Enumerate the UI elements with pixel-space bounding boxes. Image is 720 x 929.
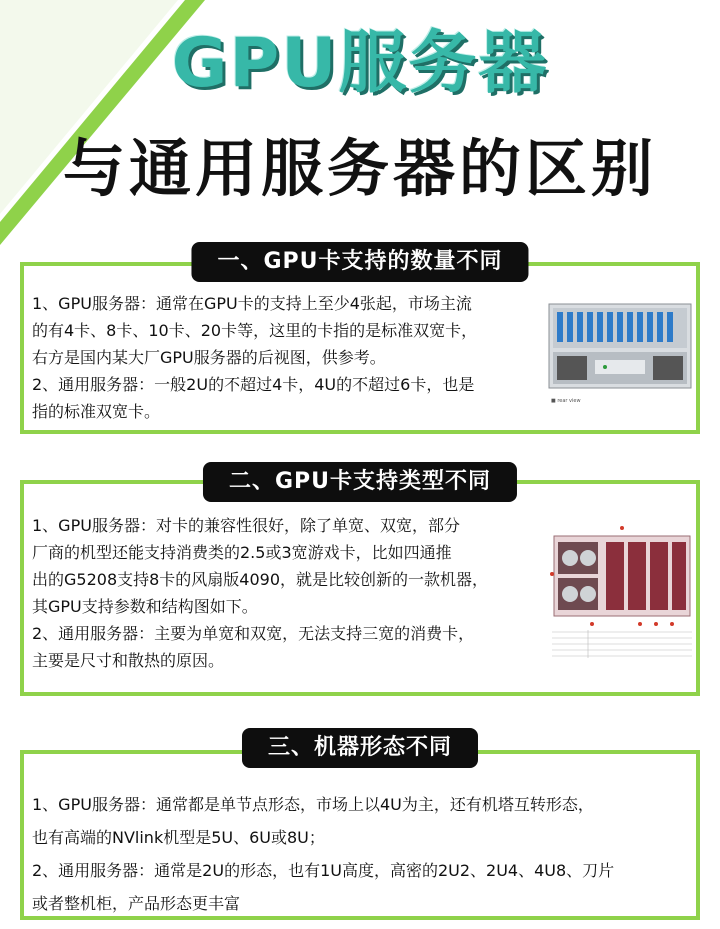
body-line: 1、GPU服务器：通常在GPU卡的支持上至少4张起，市场主流 [32, 294, 472, 313]
svg-text:■ rear view: ■ rear view [551, 398, 581, 404]
body-line: 1、GPU服务器：对卡的兼容性很好，除了单宽、双宽，部分 [32, 516, 460, 535]
body-line: 出的G5208支持8卡的风扇版4090，就是比较创新的一款机器， [32, 570, 489, 589]
body-line: 主要是尺寸和散热的原因。 [32, 651, 225, 670]
body-line: 其GPU支持参数和结构图如下。 [32, 597, 258, 616]
section-body [32, 290, 532, 425]
section-body [32, 788, 692, 920]
server-rear-view-image [545, 298, 695, 416]
page-title: GPU服务器 [171, 24, 549, 103]
body-line: 2、通用服务器：一般2U的不超过4卡，4U的不超过6卡，也是 [32, 375, 475, 394]
section-heading: 二、GPU卡支持类型不同 [203, 462, 517, 502]
body-line: 1、GPU服务器：通常都是单节点形态，市场上以4U为主，还有机塔互转形态， [32, 795, 594, 814]
body-line: 或者整机柜，产品形态更丰富 [32, 894, 241, 913]
section-heading: 三、机器形态不同 [242, 728, 478, 768]
section-heading: 一、GPU卡支持的数量不同 [191, 242, 528, 282]
section-body [32, 512, 542, 674]
body-line: 2、通用服务器：主要为单宽和双宽，无法支持三宽的消费卡， [32, 624, 475, 643]
page-subtitle: 与通用服务器的区别 [62, 132, 657, 205]
body-line: 2、通用服务器：通常是2U的形态，也有1U高度，高密的2U2、2U4、4U8、刀片 [32, 861, 615, 880]
body-line: 厂商的机型还能支持消费类的2.5或3宽游戏卡，比如四通推 [32, 543, 452, 562]
server-structure-diagram [548, 522, 696, 662]
body-line: 的有4卡、8卡、10卡、20卡等，这里的卡指的是标准双宽卡， [32, 321, 478, 340]
body-line: 也有高端的NVlink机型是5U、6U或8U； [32, 828, 325, 847]
body-line: 右方是国内某大厂GPU服务器的后视图，供参考。 [32, 348, 386, 367]
body-line: 指的标准双宽卡。 [32, 402, 161, 421]
